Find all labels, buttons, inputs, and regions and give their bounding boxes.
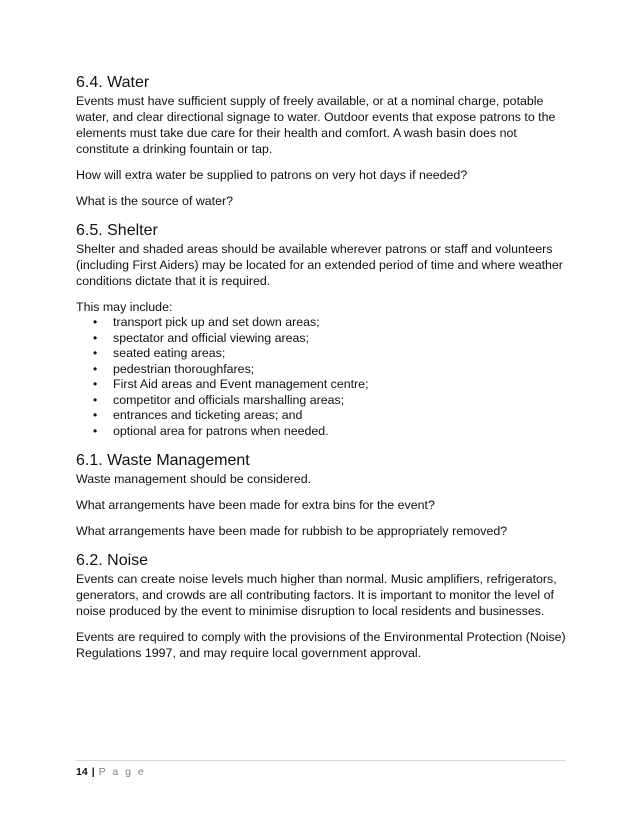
bullet-icon: • [93,377,98,391]
footer-separator: | [91,766,95,778]
waste-question-2: What arrangements have been made for rubbish to be appropriately removed? [76,524,508,538]
list-item: • transport pick up and set down areas; [93,315,320,329]
page-footer [76,766,146,778]
waste-paragraph: Waste management should be considered. [76,472,312,486]
list-item: • optional area for patrons when needed. [93,423,329,438]
page-label: P a g e [98,766,146,778]
footer-divider [76,760,566,761]
list-item: • competitor and officials marshalling areas; [93,392,345,407]
section-heading-noise: 6.2. Noise [76,552,149,569]
noise-paragraph-2: Events are required to comply with the provisions of the Environmental Protection (Noise) Regulations 1997, and may require local government approval. [76,630,566,660]
section-heading-shelter: 6.5. Shelter [76,222,158,239]
bullet-icon: • [93,330,98,345]
page-number: 14 [76,766,88,778]
shelter-intro: This may include: [76,300,173,314]
water-paragraph: Events must have sufficient supply of freely available, or at a nominal charge, potable water, and clear directional signage to water. Outdoor events that expose patrons to the elements must take due care for their health and comfort. A wash basin does not constitute a drinking fountain or tap. [76,94,556,156]
section-heading-waste-management: 6.1. Waste Management [76,452,250,469]
bullet-icon: • [93,392,98,407]
bullet-icon: • [93,315,98,329]
bullet-icon: • [93,361,98,376]
bullet-icon: • [93,408,98,422]
list-item: • spectator and official viewing areas; [93,330,310,345]
list-item: • First Aid areas and Event management centre; [93,377,369,391]
noise-paragraph: Events can create noise levels much higher than normal. Music amplifiers, refrigerators, generators, and crowds are all contributing factors. It is important to monitor the level of noise produced by the event to minimise disruption to local residents and businesses. [76,572,557,618]
document-body [76,73,566,661]
shelter-list [76,315,566,439]
water-question-2: What is the source of water? [76,194,234,208]
shelter-paragraph: Shelter and shaded areas should be available wherever patrons or staff and volunteers (including First Aiders) may be located for an extended period of time and where weather conditions dictate that it is required. [76,242,563,288]
list-item: • entrances and ticketing areas; and [93,408,303,422]
water-question-1: How will extra water be supplied to patrons on very hot days if needed? [76,168,468,182]
section-heading-water: 6.4. Water [76,74,150,91]
bullet-icon: • [93,423,98,438]
waste-question-1: What arrangements have been made for extra bins for the event? [76,498,435,512]
list-item: • pedestrian thoroughfares; [93,361,255,376]
bullet-icon: • [93,346,98,360]
list-item: • seated eating areas; [93,346,226,360]
